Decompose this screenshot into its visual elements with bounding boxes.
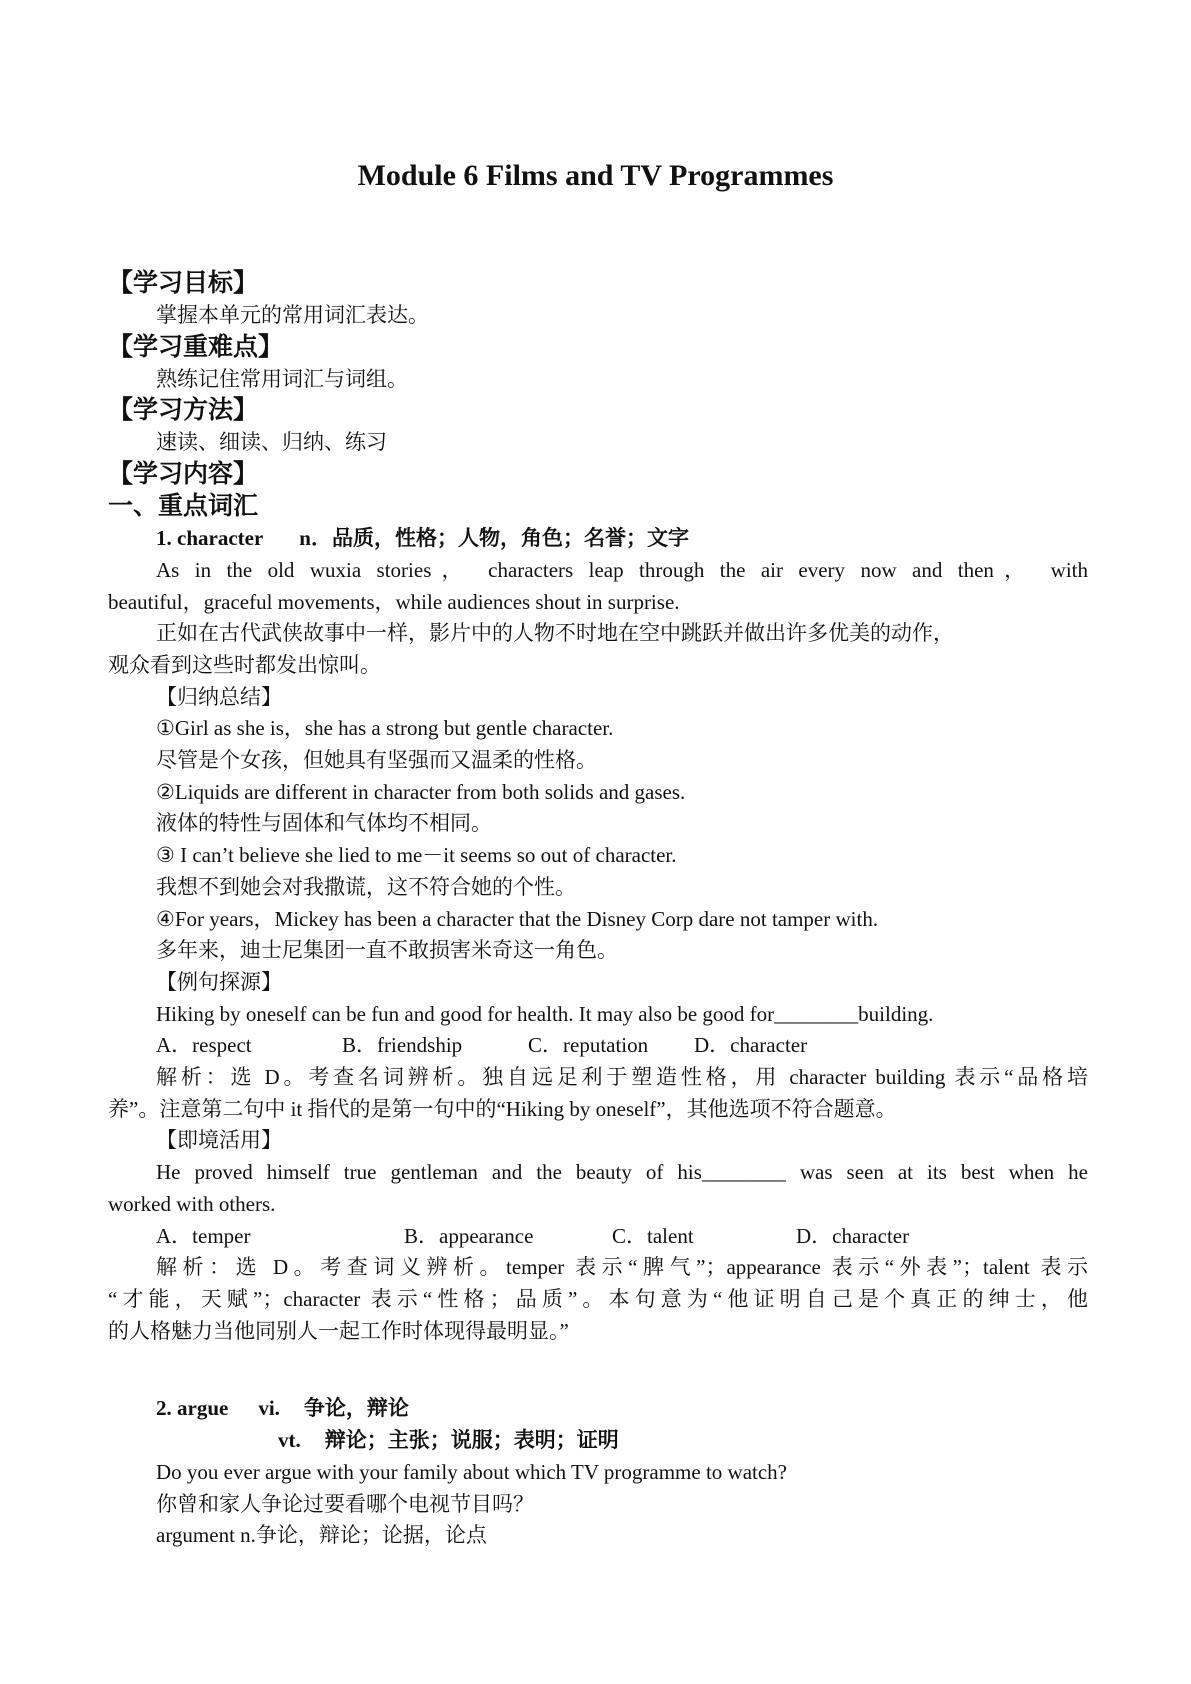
word2-headword: 2. argue [156,1396,229,1421]
word2-pos-vi: vi. [258,1396,280,1421]
q2-option-d: D．character [796,1223,910,1248]
summary-2-en: ②Liquids are different in character from both solids and gases. [156,779,686,804]
question-1-explanation-1: 解析：选 D。考查名词辨析。独自远足利于塑造性格，用 character building 表示“品格培 [156,1065,1088,1090]
word1-example-cn-1: 正如在古代武侠故事中一样，影片中的人物不时地在空中跳跃并做出许多优美的动作， [156,621,954,646]
word1-definition: n．品质，性格；人物，角色；名誉；文字 [299,526,689,551]
summary-2-cn: 液体的特性与固体和气体均不相同。 [156,811,492,836]
word1-entry [108,523,1088,555]
q1-option-c: C．reputation [528,1033,649,1058]
question-2-line-1: He proved himself true gentleman and the beauty of his________ was seen at its best when he [156,1160,1088,1185]
question-2-explanation-3: 的人格魅力当他同别人一起工作时体现得最明显。” [108,1318,569,1343]
section-gap [108,1347,1088,1393]
q1-option-d: D．character [694,1033,808,1058]
question-2-explanation-1: 解析：选 D。考查词义辨析。temper 表示“脾气”；appearance 表示“外表”；talent 表示 [156,1255,1088,1280]
summary-3-cn: 我想不到她会对我撒谎，这不符合她的个性。 [156,874,576,899]
goal-text: 掌握本单元的常用词汇表达。 [156,303,429,327]
summary-3-en: ③ I can’t believe she lied to me－it seems so out of character. [156,843,677,868]
q2-option-c: C．talent [612,1223,694,1248]
word1-headword: 1. character [156,526,264,551]
key-heading: 【学习重难点】 [108,333,284,361]
word2-pos-vt: vt. [278,1428,301,1453]
word2-entry [108,1393,1088,1425]
summary-heading: 【归纳总结】 [156,684,282,709]
word2-def-vt: 辩论；主张；说服；表明；证明 [324,1428,619,1453]
apply-heading: 【即境活用】 [156,1128,282,1153]
q1-option-b: B．friendship [342,1033,463,1058]
summary-4-cn: 多年来，迪士尼集团一直不敢损害米奇这一角色。 [156,938,618,963]
word2-example-cn: 你曾和家人争论过要看哪个电视节目吗？ [156,1491,534,1516]
word2-entry-vt [108,1425,1088,1457]
question-2-explanation-2: “才能，天赋”；character 表示“性格；品质”。本句意为“他证明自己是个真正的绅士，他 [108,1286,1088,1311]
word2-example-en: Do you ever argue with your family about which TV programme to watch? [156,1459,788,1484]
word2-def-vi: 争论，辩论 [303,1396,409,1421]
key-text: 熟练记住常用词汇与词组。 [156,366,408,391]
goal-heading: 【学习目标】 [108,270,259,297]
word1-example-en-2: beautiful，graceful movements，while audiences shout in surprise. [108,589,680,614]
page-title: Module 6 Films and TV Programmes [357,159,834,192]
content-heading: 【学习内容】 [108,461,259,489]
document-body [108,268,1088,1552]
vocab-heading: 一、重点词汇 [108,493,259,521]
q1-option-a: A．respect [156,1033,252,1058]
question-1-options [108,1030,1088,1062]
q2-option-b: B．appearance [404,1223,534,1248]
method-text: 速读、细读、归纳、练习 [156,430,387,455]
word2-derivative: argument n.争论，辩论；论据，论点 [156,1523,487,1548]
source-heading: 【例句探源】 [156,969,282,994]
summary-4-en: ④For years，Mickey has been a character that the Disney Corp dare not tamper with. [156,906,879,931]
question-2-line-2: worked with others. [108,1191,276,1216]
word1-example-en-1: As in the old wuxia stories， characters leap through the air every now and then， with [156,557,1088,582]
question-1: Hiking by oneself can be fun and good for health. It may also be good for________building. [156,1001,934,1026]
summary-1-cn: 尽管是个女孩，但她具有坚强而又温柔的性格。 [156,748,597,773]
summary-1-en: ①Girl as she is，she has a strong but gentle character. [156,716,614,741]
q2-option-a: A．temper [156,1223,251,1248]
question-2-options [108,1221,1088,1253]
question-1-explanation-2: 养”。注意第二句中 it 指代的是第一句中的“Hiking by oneself”，其他选项不符合题意。 [108,1096,897,1121]
word1-example-cn-2: 观众看到这些时都发出惊叫。 [108,652,381,677]
method-heading: 【学习方法】 [108,397,259,425]
